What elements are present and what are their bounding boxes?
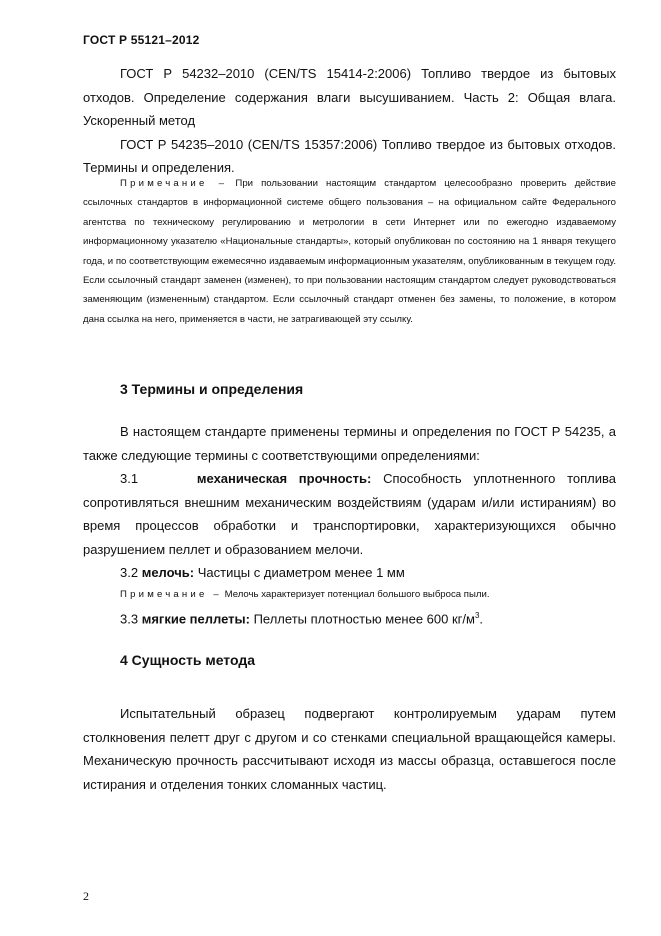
reference-item: ГОСТ Р 54235–2010 (CEN/TS 15357:2006) Топливо твердое из бытовых отходов. Термины и определения.	[83, 136, 616, 175]
note-block	[83, 174, 616, 329]
term-name: мелочь:	[141, 565, 195, 580]
section-3-heading: 3 Термины и определения	[120, 381, 304, 397]
note-paragraph	[83, 174, 616, 329]
document-header: ГОСТ Р 55121–2012	[83, 33, 200, 47]
reference-item: ГОСТ Р 54232–2010 (CEN/TS 15414-2:2006) Топливо твердое из бытовых отходов. Определение содержания влаги высушиванием. Часть 2: Общая влага. Ускоренный метод	[83, 66, 616, 128]
note-text: При пользовании настоящим стандартом целесообразно проверить действие ссылочных стандартов в информационной системе общего пользования – на официальном сайте Федерального агентства по техническому регулированию и метрологии в сети Интернет или по ежегодно издаваемому информационному указателю «Национальные стандарты», который опубликован по состоянию на 1 января текущего года, и по соответствующим ежемесячно издаваемым информационным указателям, опубликованным в текущем году. Если ссылочный стандарт заменен (изменен), то при пользовании настоящим стандартом следует руководствоваться заменяющим (измененным) стандартом. Если ссылочный стандарт отменен без замены, то положение, в котором дана ссылка на него, применяется в части, не затрагивающей эту ссылку.	[83, 178, 616, 325]
term-note	[83, 585, 616, 604]
note-text: Мелочь характеризует потенциал большого выброса пыли.	[224, 588, 490, 600]
term-number: 3.1	[120, 471, 139, 486]
section-4-heading: 4 Сущность метода	[120, 652, 256, 668]
section-3-body	[83, 420, 616, 630]
term-definition: Пеллеты плотностью менее 600 кг/м	[253, 610, 475, 626]
term-3-3	[83, 604, 616, 631]
term-definition: Способность уплотненного топлива сопротивляться внешним механическим воздействиям (ударам и/или истираниям) во время процессов обработки и транспортировки, характеризующихся обычно разрушением пеллет и образованием мелочи.	[83, 471, 616, 557]
section-4-body	[83, 702, 616, 796]
term-definition: Частицы с диаметром менее 1 мм	[197, 565, 405, 580]
term-end: .	[479, 610, 484, 626]
page-number: 2	[83, 889, 89, 903]
note-label: Примечание –	[120, 178, 228, 189]
term-number: 3.3	[120, 610, 139, 626]
term-name: механическая прочность:	[196, 471, 372, 486]
term-number: 3.2	[120, 565, 139, 580]
section-4-text: Испытательный образец подвергают контролируемым ударам путем столкновения пелетт друг с другом и со стенками специальной вращающейся камеры. Механическую прочность рассчитывают исходя из массы образца, оставшегося после истирания и отделения тонких сломанных частиц.	[83, 706, 616, 792]
reference-list	[83, 62, 616, 180]
note-label: Примечание –	[120, 588, 222, 600]
term-3-2	[83, 561, 616, 585]
superscript: 3	[474, 610, 480, 620]
term-3-1	[83, 467, 616, 561]
term-name: мягкие пеллеты:	[141, 610, 250, 626]
section-3-intro: В настоящем стандарте применены термины и определения по ГОСТ Р 54235, а также следующие термины с соответствующими определениями:	[83, 424, 616, 463]
